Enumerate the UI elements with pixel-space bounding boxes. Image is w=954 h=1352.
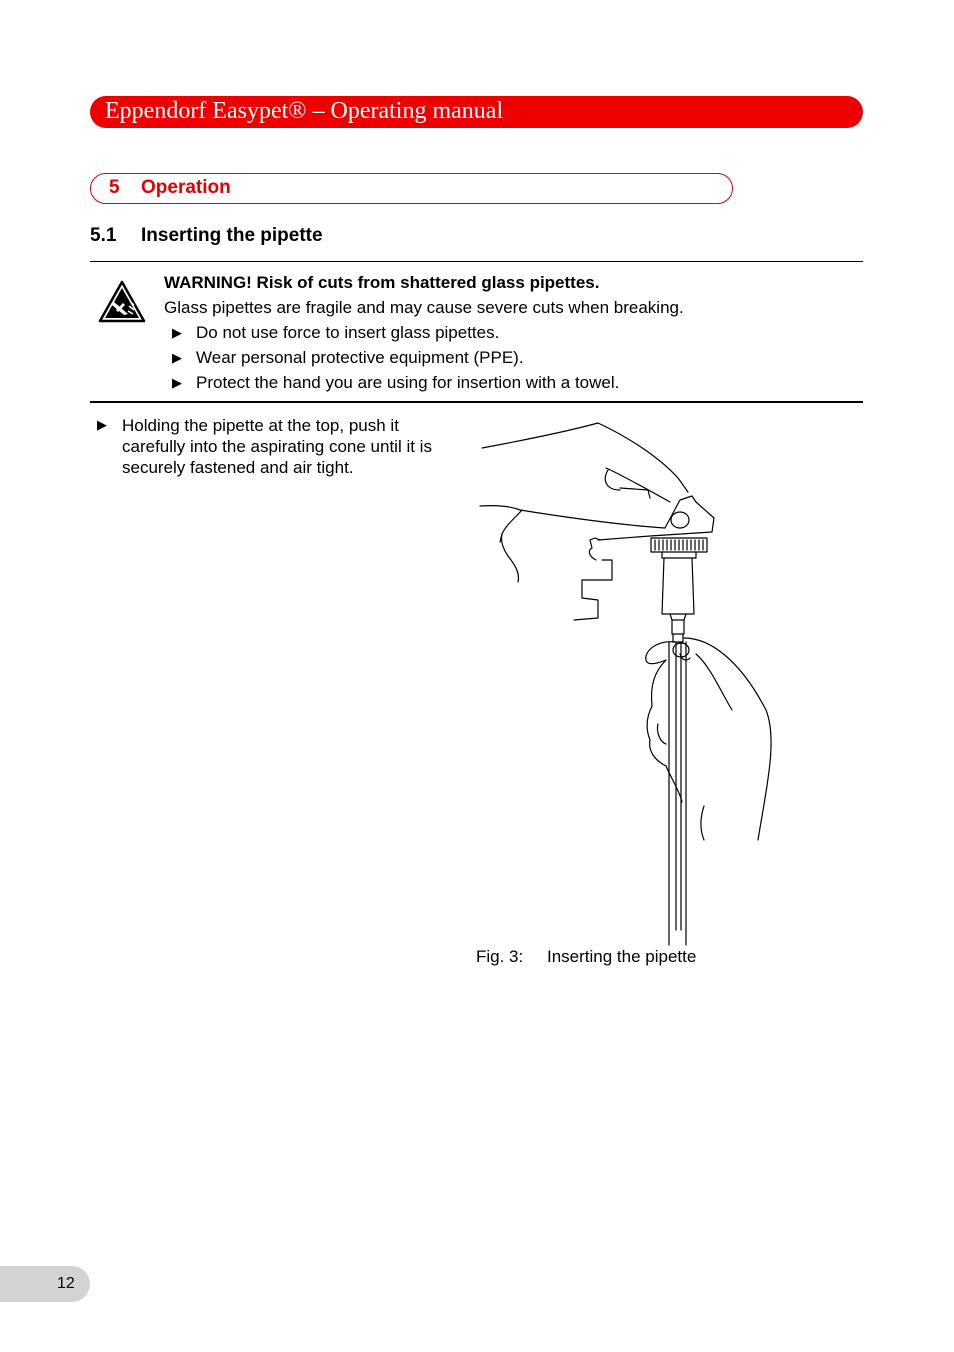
instruction-line: securely fastened and air tight.: [122, 458, 354, 477]
warning-item: Protect the hand you are using for insertion with a towel.: [196, 373, 620, 392]
manual-title: Eppendorf Easypet® – Operating manual: [105, 98, 504, 124]
page-number: 12: [57, 1275, 75, 1292]
section-number: 5: [109, 177, 120, 198]
section-heading: [90, 173, 733, 204]
warning-top-rule: [90, 261, 863, 262]
bullet-arrow-icon: ▶: [172, 325, 182, 340]
bullet-arrow-icon: ▶: [97, 417, 107, 432]
bullet-arrow-icon: ▶: [172, 350, 182, 365]
header-bar: [90, 96, 863, 128]
cut-hazard-warning-icon: [98, 280, 146, 323]
subsection-title: Inserting the pipette: [141, 225, 323, 246]
pipette-insertion-illustration: [470, 410, 790, 950]
section-title: Operation: [141, 177, 231, 198]
warning-item: Do not use force to insert glass pipettes.: [196, 323, 500, 342]
warning-body: Glass pipettes are fragile and may cause severe cuts when breaking.: [164, 298, 684, 317]
subsection-number: 5.1: [90, 225, 117, 246]
warning-heading: WARNING! Risk of cuts from shattered glass pipettes.: [164, 273, 600, 292]
figure-number: Fig. 3:: [476, 947, 524, 966]
warning-item: Wear personal protective equipment (PPE).: [196, 348, 524, 367]
figure-caption: Inserting the pipette: [547, 947, 697, 966]
instruction-line: carefully into the aspirating cone until it is: [122, 437, 432, 456]
bullet-arrow-icon: ▶: [172, 375, 182, 390]
instruction-line: Holding the pipette at the top, push it: [122, 416, 399, 435]
warning-bottom-rule: [90, 401, 863, 403]
page-number-tab: [0, 1266, 90, 1302]
